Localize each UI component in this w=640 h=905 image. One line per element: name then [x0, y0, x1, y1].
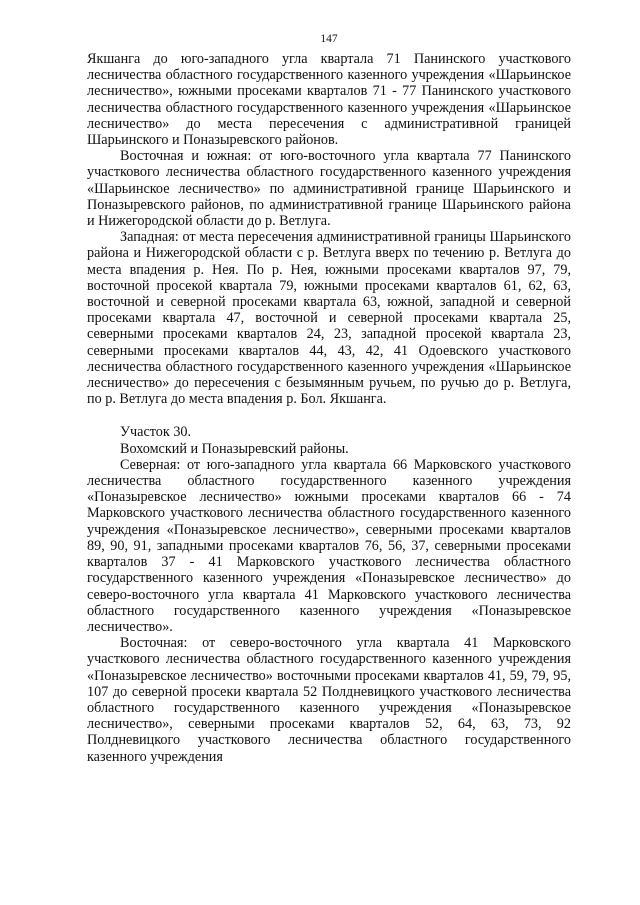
- page-number: 147: [320, 33, 338, 45]
- paragraph-north-boundary: Северная: от юго-западного угла квартала 66 Марковского участкового лесничества областного государственного казенного учреждения «Поназыревское лесничество» южными просеками кварталов 66 - 74 Марковского участкового лесничества областного государственного казенного учреждения «Поназыревское лесничество», северными просеками кварталов 89, 90, 91, западными просеками кварталов 76, 56, 37, северными просеками кварталов 37 - 41 Марковского участкового лесничества областного государственного казенного учреждения «Поназыревское лесничество» до северо-восточного угла квартала 41 Марковского участкового лесничества областного государственного казенного учреждения «Поназыревское лесничество».: [87, 456, 571, 635]
- paragraph-east-south-boundary: Восточная и южная: от юго-восточного угла квартала 77 Панинского участкового лесничества областного государственного казенного учреждения «Шарьинское лесничество» по административной границе Шарьинского и Поназыревского районов, по административной границе Шарьинского района и Нижегородской области до р. Ветлуга.: [87, 148, 571, 230]
- paragraph-east-boundary: Восточная: от северо-восточного угла квартала 41 Марковского участкового лесничества областного государственного казенного учреждения «Поназыревское лесничество» восточными просеками кварталов 41, 59, 79, 95, 107 до северной просеки квартала 52 Полдневицкого участкового лесничества областного государственного казенного учреждения «Поназыревское лесничество», северными просеками кварталов 52, 64, 63, 73, 92 Полдневицкого участкового лесничества областного государственного казенного учреждения: [87, 635, 571, 765]
- paragraph-west-boundary: Западная: от места пересечения административной границы Шарьинского района и Нижегородской области с р. Ветлуга вверх по течению р. Ветлуга до места впадения р. Нея. По р. Нея, южными просеками кварталов 97, 79, восточной просекой квартала 79, южными просеками кварталов 61, 62, 63, восточной и северной просеками квартала 63, южной, западной и северной просеками квартала 47, восточной и северной просеками квартала 25, северными просеками кварталов 24, 23, западной просекой квартала 23, северными просеками кварталов 44, 43, 42, 41 Одоевского участкового лесничества областного государственного казенного учреждения «Шарьинское лесничество» до пересечения с безымянным ручьем, по ручью до р. Ветлуга, по р. Ветлуга до места впадения р. Бол. Якшанга.: [87, 229, 571, 408]
- section-districts: Вохомский и Поназыревский районы.: [120, 440, 349, 457]
- section-title: Участок 30.: [120, 424, 192, 441]
- document-page: [87, 32, 571, 765]
- section-gap: [87, 407, 571, 424]
- paragraph-continuation: Якшанга до юго-западного угла квартала 71 Панинского участкового лесничества областного государственного казенного учреждения «Шарьинское лесничество», южными просеками кварталов 71 - 77 Панинского участкового лесничества областного государственного казенного учреждения «Шарьинское лесничество» до места пересечения с административной границей Шарьинского и Поназыревского районов.: [87, 51, 571, 149]
